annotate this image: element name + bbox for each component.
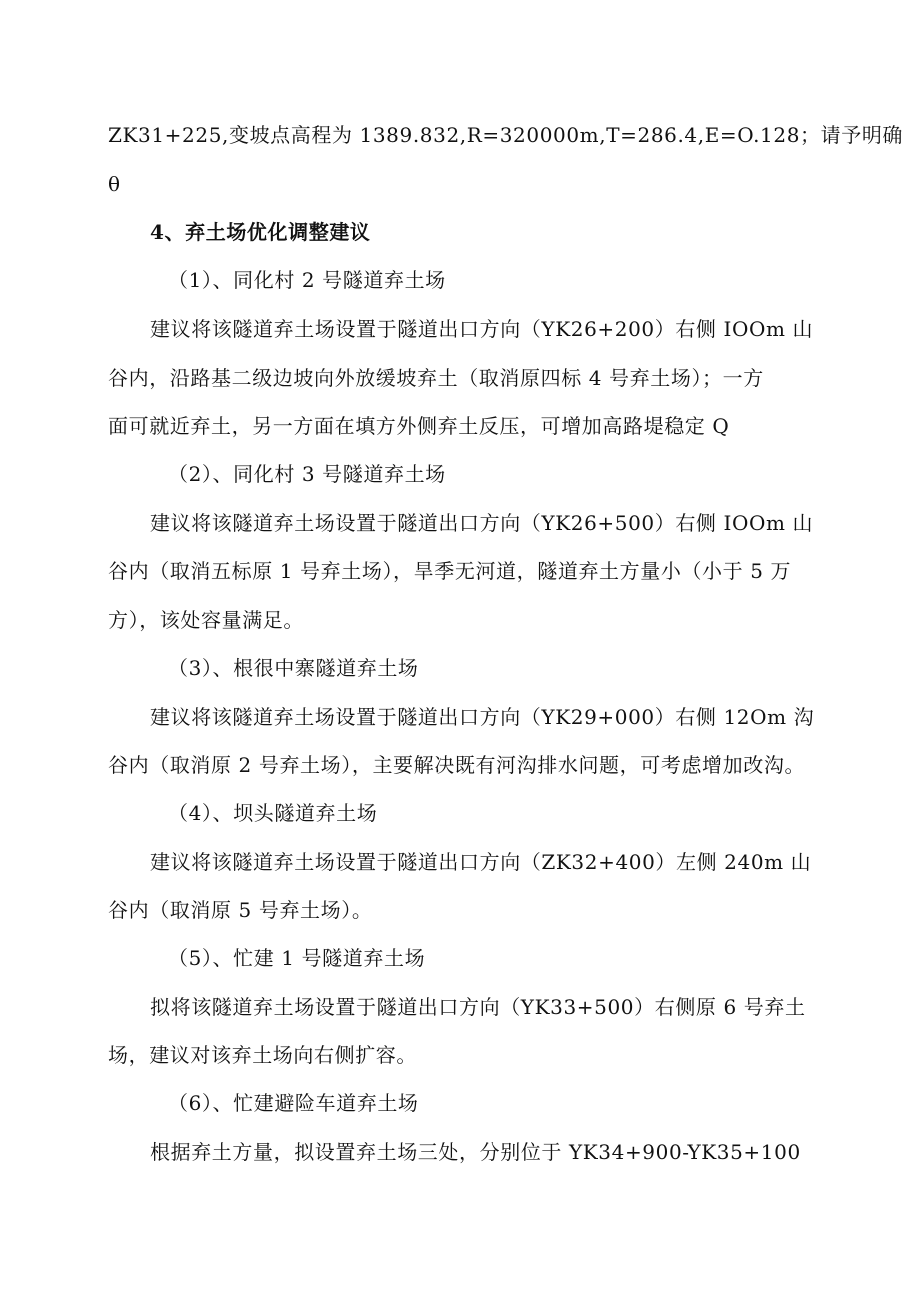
text-line: 面可就近弃土，另一方面在填方外侧弃土反压，可增加高路堤稳定 Q	[108, 414, 730, 438]
subsection-heading: （6）、忙建避险车道弃土场	[168, 1091, 419, 1115]
subsection-heading: （1）、同化村 2 号隧道弃土场	[168, 268, 446, 292]
text-line: θ	[108, 172, 121, 196]
text-line: 建议将该隧道弃土场设置于隧道出口方向（YK26+500）右侧 IOOm 山	[150, 511, 814, 535]
text-line: 拟将该隧道弃土场设置于隧道出口方向（YK33+500）右侧原 6 号弃土	[150, 995, 806, 1019]
subsection-heading: （3）、根很中寨隧道弃土场	[168, 656, 419, 680]
text-line: 建议将该隧道弃土场设置于隧道出口方向（YK26+200）右侧 IOOm 山	[150, 317, 814, 341]
subsection-heading: （2）、同化村 3 号隧道弃土场	[168, 462, 446, 486]
section-heading: 4、弃土场优化调整建议	[150, 220, 371, 244]
subsection-heading: （4）、坝头隧道弃土场	[168, 801, 378, 825]
text-line: 方），该处容量满足。	[108, 608, 304, 632]
text-line: 谷内，沿路基二级边坡向外放缓坡弃土（取消原四标 4 号弃土场）；一方	[108, 366, 764, 390]
text-line: 建议将该隧道弃土场设置于隧道出口方向（YK29+000）右侧 12Om 沟	[150, 705, 815, 729]
text-line: 场，建议对该弃土场向右侧扩容。	[108, 1043, 417, 1067]
text-line: 根据弃土方量，拟设置弃土场三处，分别位于 YK34+900-YK35+100	[150, 1140, 801, 1164]
text-line: ZK31+225,变坡点高程为 1389.832,R=320000m,T=286.4,E=O.128；请予明确	[108, 123, 904, 147]
subsection-heading: （5）、忙建 1 号隧道弃土场	[168, 946, 426, 970]
text-line: 谷内（取消原 2 号弃土场），主要解决既有河沟排水问题，可考虑增加改沟。	[108, 753, 806, 777]
text-line: 谷内（取消原 5 号弃土场）。	[108, 898, 373, 922]
text-line: 谷内（取消五标原 1 号弃土场），旱季无河道，隧道弃土方量小（小于 5 万	[108, 559, 792, 583]
text-line: 建议将该隧道弃土场设置于隧道出口方向（ZK32+400）左侧 240m 山	[150, 850, 812, 874]
